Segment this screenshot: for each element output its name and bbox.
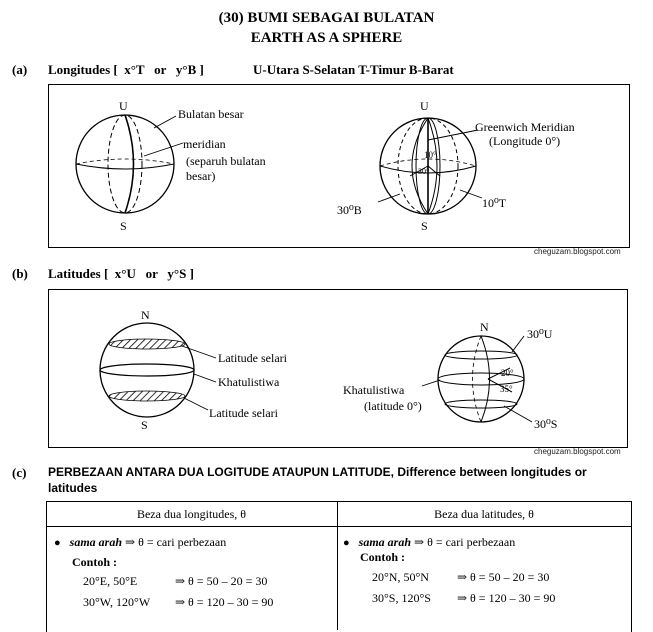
section-b-letter: (b)	[12, 266, 28, 281]
section-c-letter: (c)	[12, 465, 27, 480]
label-greenwich-meridian: Greenwich Meridian	[475, 120, 575, 134]
label-longitude-zero: (Longitude 0°)	[489, 134, 561, 148]
angle-30-label: 30°	[418, 167, 430, 176]
latitude-example-2-values: 30°S, 120°S	[372, 591, 431, 605]
pointer-10e	[460, 190, 482, 198]
section-c-heading-bold: PERBEZAAN ANTARA DUA LOGITUDE ATAUPUN LATITUDE,	[48, 465, 394, 479]
label-equator: Khatulistiwa	[218, 375, 280, 389]
right-globe-pointers	[360, 128, 490, 208]
table-header-latitudes: Beza dua latitudes, θ	[434, 507, 534, 521]
section-a-letter: (a)	[12, 62, 28, 77]
latitude-example-1-result: ⇒ θ = 50 – 20 = 30	[457, 570, 550, 584]
pointer-equator-right	[422, 380, 440, 386]
longitude-example-2-result: ⇒ θ = 120 – 30 = 90	[175, 595, 274, 609]
label-10-east: 10⁰T	[482, 196, 507, 210]
angle-35-label: 35°	[500, 384, 513, 394]
label-great-circle: Bulatan besar	[178, 107, 244, 121]
section-b-heading: Latitudes [ x°U or y°S ]	[48, 266, 194, 281]
label-meridian: meridian	[183, 137, 226, 151]
rule-text: ⇒ θ = cari perbezaan	[125, 535, 227, 549]
longitude-example-2-values: 30°W, 120°W	[83, 595, 151, 609]
bullet-icon: ●	[343, 537, 350, 549]
left-globe-north: U	[119, 99, 128, 113]
longitude-rule	[54, 535, 226, 550]
pointer-30n	[512, 336, 524, 352]
pointer-30w	[378, 194, 400, 202]
longitude-example-1-values: 20°E, 50°E	[83, 574, 138, 588]
label-30-west: 30⁰B	[337, 203, 362, 217]
section-c-heading	[48, 465, 587, 479]
left-latitude-pointers	[170, 340, 230, 415]
table-header-divider	[46, 526, 631, 527]
label-equator-right: Khatulistiwa	[343, 383, 405, 397]
label-half-great-circle-1: (separuh bulatan	[186, 154, 266, 168]
credit-a: cheguzam.blogspot.com	[534, 247, 621, 256]
page-title: (30) BUMI SEBAGAI BULATAN	[218, 10, 435, 26]
table-header-longitudes: Beza dua longitudes, θ	[136, 507, 247, 521]
right-globe-south: S	[421, 219, 428, 233]
label-30-north: 30⁰U	[527, 327, 553, 341]
label-latitude-zero: (latitude 0°)	[364, 399, 422, 413]
left-globe-south: S	[120, 219, 127, 233]
section-c-heading-line2: latitudes	[48, 481, 98, 495]
label-half-great-circle-2: besar)	[186, 169, 216, 183]
angle-20-label: 20°	[501, 368, 514, 378]
pointer-great-circle	[154, 116, 176, 128]
pointer-greenwich	[428, 130, 478, 140]
angle-10-label: 10°	[424, 150, 437, 160]
rule-text: ⇒ θ = cari perbezaan	[414, 535, 516, 549]
label-30-south: 30⁰S	[534, 417, 558, 431]
bullet-icon: ●	[54, 537, 61, 549]
rule-keyword: sama arah	[358, 535, 412, 549]
pointer-equator	[194, 374, 216, 382]
page-subtitle: EARTH AS A SPHERE	[250, 30, 403, 46]
latitude-example-2-result: ⇒ θ = 120 – 30 = 90	[457, 591, 556, 605]
meridian-ellipse	[108, 115, 142, 213]
label-parallel-bottom: Latitude selari	[209, 406, 278, 420]
section-a-heading: Longitudes [ x°T or y°B ]	[48, 62, 204, 77]
left-globe-pointers	[140, 110, 200, 160]
pointer-30s	[504, 406, 532, 422]
latitude-contoh: Contoh :	[360, 550, 406, 564]
longitude-contoh: Contoh :	[72, 555, 118, 569]
meridian-front	[125, 115, 134, 213]
section-c-heading-tail: Difference between longitudes or	[397, 465, 587, 479]
right-globe-north: U	[420, 99, 429, 113]
credit-b: cheguzam.blogspot.com	[534, 447, 621, 456]
right-latitude-pointers	[420, 330, 550, 430]
longitude-example-1-result: ⇒ θ = 50 – 20 = 30	[175, 574, 268, 588]
equator-line	[76, 164, 174, 169]
pointer-meridian	[144, 143, 183, 156]
label-parallel-top: Latitude selari	[218, 351, 287, 365]
left-latitude-globe-north: N	[141, 308, 150, 322]
latitude-rule	[343, 535, 515, 550]
latitude-example-1-values: 20°N, 50°N	[372, 570, 429, 584]
section-a-key: U-Utara S-Selatan T-Timur B-Barat	[253, 62, 454, 77]
right-latitude-globe-north: N	[480, 320, 489, 334]
pointer-parallel-bottom	[184, 398, 208, 410]
left-latitude-globe-south: S	[141, 418, 148, 432]
rule-keyword: sama arah	[69, 535, 123, 549]
pointer-parallel-top	[182, 346, 216, 358]
